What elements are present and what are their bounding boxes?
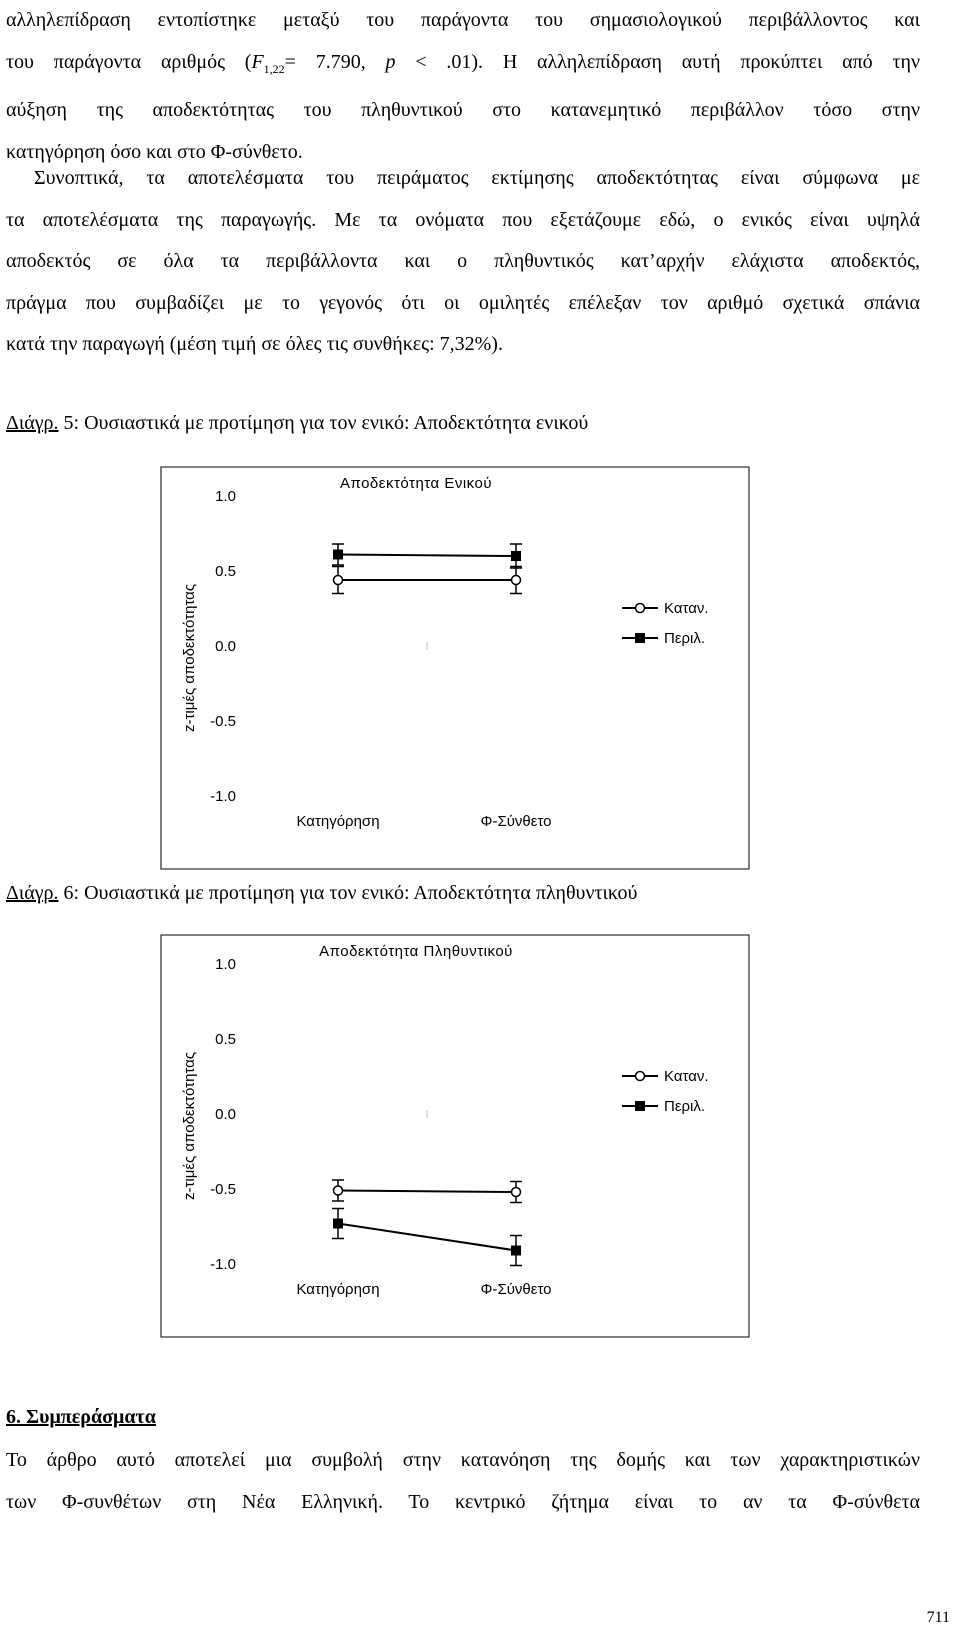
- data-point-circle: [334, 576, 343, 585]
- text-line: αποδεκτός σε όλα τα περιβάλλοντα και ο πληθυντικός κατ’αρχήν ελάχιστα αποδεκτός,: [6, 250, 920, 272]
- paragraph-1: [6, 0, 920, 173]
- y-tick-label: 0.5: [215, 1031, 236, 1048]
- paragraph-3: [6, 1440, 920, 1523]
- data-point-circle: [512, 576, 521, 585]
- chart-title: Αποδεκτότητα Πληθυντικού: [319, 943, 513, 960]
- text-line: τα αποτελέσματα της παραγωγής. Με τα ονόματα που εξετάζουμε εδώ, ο ενικός είναι υψηλά: [6, 208, 920, 231]
- text-line: πράγμα που συμβαδίζει με το γεγονός ότι οι ομιλητές επέλεξαν τον αριθμό σχετικά σπάνια: [6, 291, 920, 314]
- x-tick-label: Φ-Σύνθετο: [480, 1281, 552, 1298]
- series-line: [338, 555, 516, 557]
- legend-marker-square: [635, 633, 645, 643]
- data-point-square: [511, 551, 521, 561]
- text-line: αύξηση της αποδεκτότητας του πληθυντικού στο κατανεμητικό περιβάλλον τόσο στην: [6, 99, 920, 121]
- y-tick-label: 1.0: [215, 956, 236, 973]
- caption-text: 6: Ουσιαστικά με προτίμηση για τον ενικό: Αποδεκτότητα πληθυντικού: [58, 882, 638, 904]
- legend-label: Καταν.: [664, 600, 709, 617]
- data-point-circle: [334, 1186, 343, 1195]
- data-point-square: [333, 550, 343, 560]
- paragraph-2: [6, 158, 920, 366]
- y-tick-label: -1.0: [210, 1256, 236, 1273]
- data-point-square: [511, 1246, 521, 1256]
- x-tick-label: Κατηγόρηση: [296, 813, 380, 830]
- chart-frame: [161, 467, 749, 869]
- chart-title: Αποδεκτότητα Ενικού: [339, 475, 493, 492]
- text-line: κατηγόρηση όσο και στο Φ-σύνθετο.: [6, 140, 303, 163]
- legend-label: Περιλ.: [664, 630, 706, 647]
- legend-label: Περιλ.: [664, 1098, 706, 1115]
- caption-text: 5: Ουσιαστικά με προτίμηση για τον ενικό: Αποδεκτότητα ενικού: [58, 412, 589, 434]
- chart-plural-acceptability: [160, 934, 750, 1338]
- y-axis-label: z-τιμές αποδεκτότητας: [181, 583, 198, 733]
- text-line: Το άρθρο αυτό αποτελεί μια συμβολή στην κατανόηση της δομής και των χαρακτηριστικών: [6, 1449, 920, 1471]
- series-line: [338, 1191, 516, 1193]
- y-tick-label: 0.0: [215, 638, 236, 655]
- y-tick-label: 1.0: [215, 488, 236, 505]
- chart-singular-acceptability: [160, 466, 750, 870]
- caption-label: Διάγρ.: [6, 882, 59, 904]
- chart-frame: [161, 935, 749, 1337]
- data-point-square: [333, 1219, 343, 1229]
- page-number: 711: [926, 1609, 950, 1626]
- y-tick-label: -0.5: [210, 1181, 236, 1198]
- y-tick-label: 0.5: [215, 563, 236, 580]
- x-tick-label: Κατηγόρηση: [296, 1281, 380, 1298]
- series-line: [338, 1224, 516, 1251]
- section-heading: 6. Συμπεράσματα: [6, 1406, 156, 1428]
- y-tick-label: -0.5: [210, 713, 236, 730]
- caption-label: Διάγρ.: [6, 412, 59, 434]
- legend-marker-square: [635, 1101, 645, 1111]
- text-line: κατά την παραγωγή (μέση τιμή σε όλες τις συνθήκες: 7,32%).: [6, 333, 503, 355]
- figure-6-caption: [6, 882, 637, 905]
- y-tick-label: 0.0: [215, 1106, 236, 1123]
- y-tick-label: -1.0: [210, 788, 236, 805]
- x-tick-label: Φ-Σύνθετο: [480, 813, 552, 830]
- legend-marker-circle: [636, 1072, 645, 1081]
- text-line: Συνοπτικά, τα αποτελέσματα του πειράματος εκτίμησης αποδεκτότητας είναι σύμφωνα με: [34, 167, 920, 189]
- legend-marker-circle: [636, 604, 645, 613]
- figure-5-caption: [6, 412, 588, 435]
- data-point-circle: [512, 1188, 521, 1197]
- legend-label: Καταν.: [664, 1068, 709, 1085]
- text-line-statistic: του παράγοντα αριθμός ($F_{1,22}= 7.790$, p < .01). Η αλληλεπίδραση αυτή προκύπτει από την: [6, 50, 921, 76]
- y-axis-label: z-τιμές αποδεκτότητας: [181, 1051, 198, 1201]
- text-line: αλληλεπίδραση εντοπίστηκε μεταξύ του παράγοντα του σημασιολογικού περιβάλλοντος και: [6, 9, 920, 31]
- text-line: των Φ-συνθέτων στη Νέα Ελληνική. Το κεντρικό ζήτημα είναι το αν τα Φ-σύνθετα: [6, 1490, 920, 1513]
